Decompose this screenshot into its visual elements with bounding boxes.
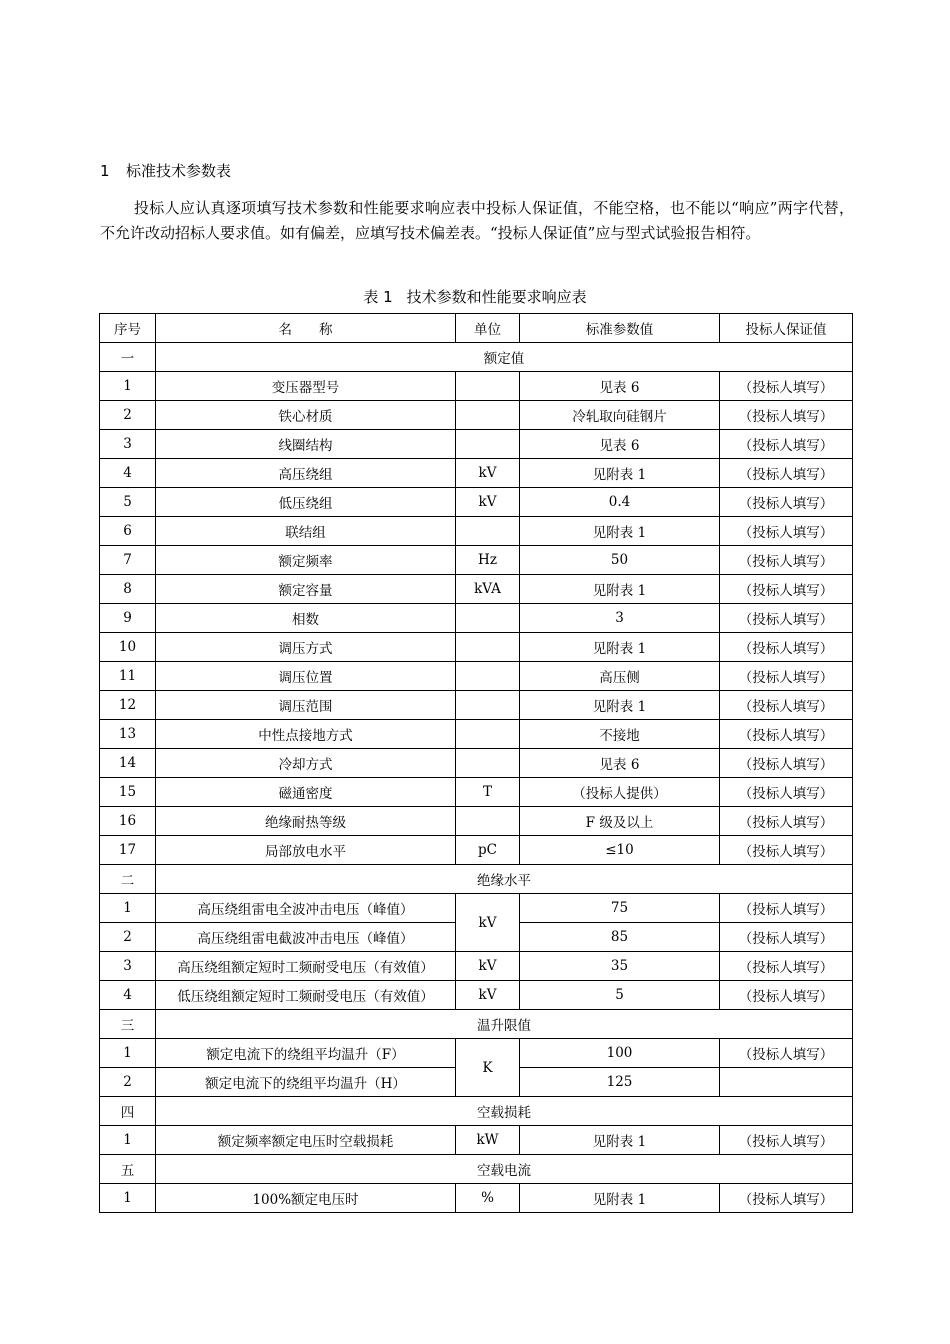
row-name: 低压绕组	[156, 488, 456, 517]
row-no: 16	[100, 807, 156, 836]
table-row	[100, 575, 853, 604]
row-unit	[456, 633, 520, 662]
row-name: 高压绕组雷电截波冲击电压（峰值）	[156, 923, 456, 952]
row-standard: 冷轧取向硅钢片	[520, 401, 720, 430]
row-standard: 见附表 1	[520, 633, 720, 662]
row-bidder: （投标人填写）	[720, 981, 853, 1010]
table-row	[100, 691, 853, 720]
row-standard: 5	[520, 981, 720, 1010]
row-bidder	[720, 1068, 853, 1097]
table-row	[100, 372, 853, 401]
row-bidder: （投标人填写）	[720, 720, 853, 749]
row-standard: 125	[520, 1068, 720, 1097]
group-row	[100, 1010, 853, 1039]
group-index: 三	[100, 1010, 156, 1039]
group-index: 五	[100, 1155, 156, 1184]
table-row	[100, 401, 853, 430]
row-standard: 50	[520, 546, 720, 575]
row-bidder: （投标人填写）	[720, 517, 853, 546]
group-index: 二	[100, 865, 156, 894]
row-unit	[456, 401, 520, 430]
row-unit: K	[456, 1039, 520, 1097]
table-row	[100, 720, 853, 749]
row-unit	[456, 662, 520, 691]
header-bidder: 投标人保证值	[720, 314, 853, 343]
table-caption	[0, 286, 950, 307]
row-bidder: （投标人填写）	[720, 1039, 853, 1068]
table-row	[100, 749, 853, 778]
row-no: 6	[100, 517, 156, 546]
row-unit	[456, 807, 520, 836]
table-header-row	[100, 314, 853, 343]
row-unit	[456, 372, 520, 401]
table-row	[100, 517, 853, 546]
table-row	[100, 778, 853, 807]
row-bidder: （投标人填写）	[720, 807, 853, 836]
row-no: 3	[100, 430, 156, 459]
row-no: 1	[100, 1126, 156, 1155]
row-standard: 见表 6	[520, 372, 720, 401]
row-no: 2	[100, 923, 156, 952]
row-no: 11	[100, 662, 156, 691]
row-unit: Hz	[456, 546, 520, 575]
row-unit: T	[456, 778, 520, 807]
row-standard: 3	[520, 604, 720, 633]
table-row	[100, 1184, 853, 1213]
row-name: 额定频率额定电压时空载损耗	[156, 1126, 456, 1155]
table-row	[100, 1126, 853, 1155]
group-row	[100, 1097, 853, 1126]
row-unit	[456, 517, 520, 546]
row-no: 17	[100, 836, 156, 865]
row-name: 额定电流下的绕组平均温升（F）	[156, 1039, 456, 1068]
row-unit	[456, 720, 520, 749]
table-caption-title: 技术参数和性能要求响应表	[406, 288, 587, 306]
row-no: 12	[100, 691, 156, 720]
group-title: 温升限值	[156, 1010, 853, 1039]
row-standard: 75	[520, 894, 720, 923]
row-bidder: （投标人填写）	[720, 604, 853, 633]
row-no: 3	[100, 952, 156, 981]
row-no: 5	[100, 488, 156, 517]
row-unit: kV	[456, 981, 520, 1010]
row-standard: 见表 6	[520, 749, 720, 778]
row-standard: 高压侧	[520, 662, 720, 691]
row-name: 低压绕组额定短时工频耐受电压（有效值）	[156, 981, 456, 1010]
row-no: 2	[100, 401, 156, 430]
row-bidder: （投标人填写）	[720, 952, 853, 981]
intro-paragraph: 投标人应认真逐项填写技术参数和性能要求响应表中投标人保证值，不能空格，也不能以“响应”两字代替，不允许改动招标人要求值。如有偏差，应填写技术偏差表。“投标人保证值”应与型式试验报告相符。	[100, 199, 854, 242]
row-unit: kV	[456, 952, 520, 981]
row-no: 14	[100, 749, 156, 778]
row-name: 冷却方式	[156, 749, 456, 778]
row-name: 调压位置	[156, 662, 456, 691]
group-row	[100, 865, 853, 894]
row-unit	[456, 604, 520, 633]
header-unit: 单位	[456, 314, 520, 343]
section-title: 标准技术参数表	[126, 162, 232, 180]
group-index: 四	[100, 1097, 156, 1126]
row-name: 局部放电水平	[156, 836, 456, 865]
row-standard: 见附表 1	[520, 459, 720, 488]
row-name: 高压绕组雷电全波冲击电压（峰值）	[156, 894, 456, 923]
group-title: 空载电流	[156, 1155, 853, 1184]
table-row	[100, 430, 853, 459]
row-name: 额定频率	[156, 546, 456, 575]
row-name: 100%额定电压时	[156, 1184, 456, 1213]
row-bidder: （投标人填写）	[720, 633, 853, 662]
group-index: 一	[100, 343, 156, 372]
row-bidder: （投标人填写）	[720, 691, 853, 720]
row-name: 铁心材质	[156, 401, 456, 430]
row-standard: 见附表 1	[520, 575, 720, 604]
row-name: 中性点接地方式	[156, 720, 456, 749]
response-table	[99, 313, 853, 1213]
row-no: 1	[100, 372, 156, 401]
row-unit	[456, 691, 520, 720]
row-no: 7	[100, 546, 156, 575]
row-no: 8	[100, 575, 156, 604]
row-name: 调压方式	[156, 633, 456, 662]
row-unit: %	[456, 1184, 520, 1213]
row-standard: 见表 6	[520, 430, 720, 459]
table-row	[100, 807, 853, 836]
row-standard: 35	[520, 952, 720, 981]
row-bidder: （投标人填写）	[720, 1126, 853, 1155]
row-name: 线圈结构	[156, 430, 456, 459]
row-no: 9	[100, 604, 156, 633]
group-title: 绝缘水平	[156, 865, 853, 894]
row-standard: 85	[520, 923, 720, 952]
table-row	[100, 981, 853, 1010]
table-row	[100, 546, 853, 575]
group-title: 额定值	[156, 343, 853, 372]
row-standard: 见附表 1	[520, 1126, 720, 1155]
row-standard: 见附表 1	[520, 517, 720, 546]
row-name: 额定电流下的绕组平均温升（H）	[156, 1068, 456, 1097]
row-bidder: （投标人填写）	[720, 372, 853, 401]
row-unit: kW	[456, 1126, 520, 1155]
header-name: 名 称	[156, 314, 456, 343]
header-standard: 标准参数值	[520, 314, 720, 343]
row-no: 1	[100, 1184, 156, 1213]
row-no: 13	[100, 720, 156, 749]
table-row	[100, 604, 853, 633]
row-name: 相数	[156, 604, 456, 633]
row-no: 15	[100, 778, 156, 807]
row-bidder: （投标人填写）	[720, 662, 853, 691]
row-bidder: （投标人填写）	[720, 1184, 853, 1213]
row-bidder: （投标人填写）	[720, 430, 853, 459]
group-row	[100, 1155, 853, 1184]
row-standard: 100	[520, 1039, 720, 1068]
row-unit	[456, 749, 520, 778]
row-no: 4	[100, 459, 156, 488]
row-bidder: （投标人填写）	[720, 575, 853, 604]
table-row	[100, 633, 853, 662]
row-unit: kV	[456, 488, 520, 517]
row-unit: kVA	[456, 575, 520, 604]
table-row	[100, 952, 853, 981]
row-bidder: （投标人填写）	[720, 836, 853, 865]
row-no: 1	[100, 894, 156, 923]
table-row	[100, 459, 853, 488]
row-no: 2	[100, 1068, 156, 1097]
table-row	[100, 894, 853, 923]
row-standard: （投标人提供）	[520, 778, 720, 807]
row-no: 1	[100, 1039, 156, 1068]
row-name: 调压范围	[156, 691, 456, 720]
row-name: 变压器型号	[156, 372, 456, 401]
row-no: 10	[100, 633, 156, 662]
row-standard: 0.4	[520, 488, 720, 517]
group-title: 空载损耗	[156, 1097, 853, 1126]
row-name: 磁通密度	[156, 778, 456, 807]
row-standard: ≤10	[520, 836, 720, 865]
row-unit	[456, 430, 520, 459]
table-row	[100, 1039, 853, 1068]
row-no: 4	[100, 981, 156, 1010]
row-bidder: （投标人填写）	[720, 401, 853, 430]
section-heading	[100, 160, 231, 181]
row-bidder: （投标人填写）	[720, 894, 853, 923]
row-unit: kV	[456, 459, 520, 488]
row-name: 额定容量	[156, 575, 456, 604]
row-bidder: （投标人填写）	[720, 778, 853, 807]
row-bidder: （投标人填写）	[720, 923, 853, 952]
row-standard: 见附表 1	[520, 1184, 720, 1213]
row-standard: 不接地	[520, 720, 720, 749]
table-caption-label: 表 1	[363, 288, 393, 306]
section-number: 1	[100, 162, 110, 180]
header-index: 序号	[100, 314, 156, 343]
row-standard: 见附表 1	[520, 691, 720, 720]
row-unit: kV	[456, 894, 520, 952]
group-row	[100, 343, 853, 372]
table-row	[100, 836, 853, 865]
table-row	[100, 662, 853, 691]
row-name: 绝缘耐热等级	[156, 807, 456, 836]
row-name: 高压绕组额定短时工频耐受电压（有效值）	[156, 952, 456, 981]
row-unit: pC	[456, 836, 520, 865]
row-bidder: （投标人填写）	[720, 488, 853, 517]
table-row	[100, 488, 853, 517]
row-name: 联结组	[156, 517, 456, 546]
row-bidder: （投标人填写）	[720, 459, 853, 488]
row-bidder: （投标人填写）	[720, 546, 853, 575]
row-standard: F 级及以上	[520, 807, 720, 836]
row-bidder: （投标人填写）	[720, 749, 853, 778]
row-name: 高压绕组	[156, 459, 456, 488]
